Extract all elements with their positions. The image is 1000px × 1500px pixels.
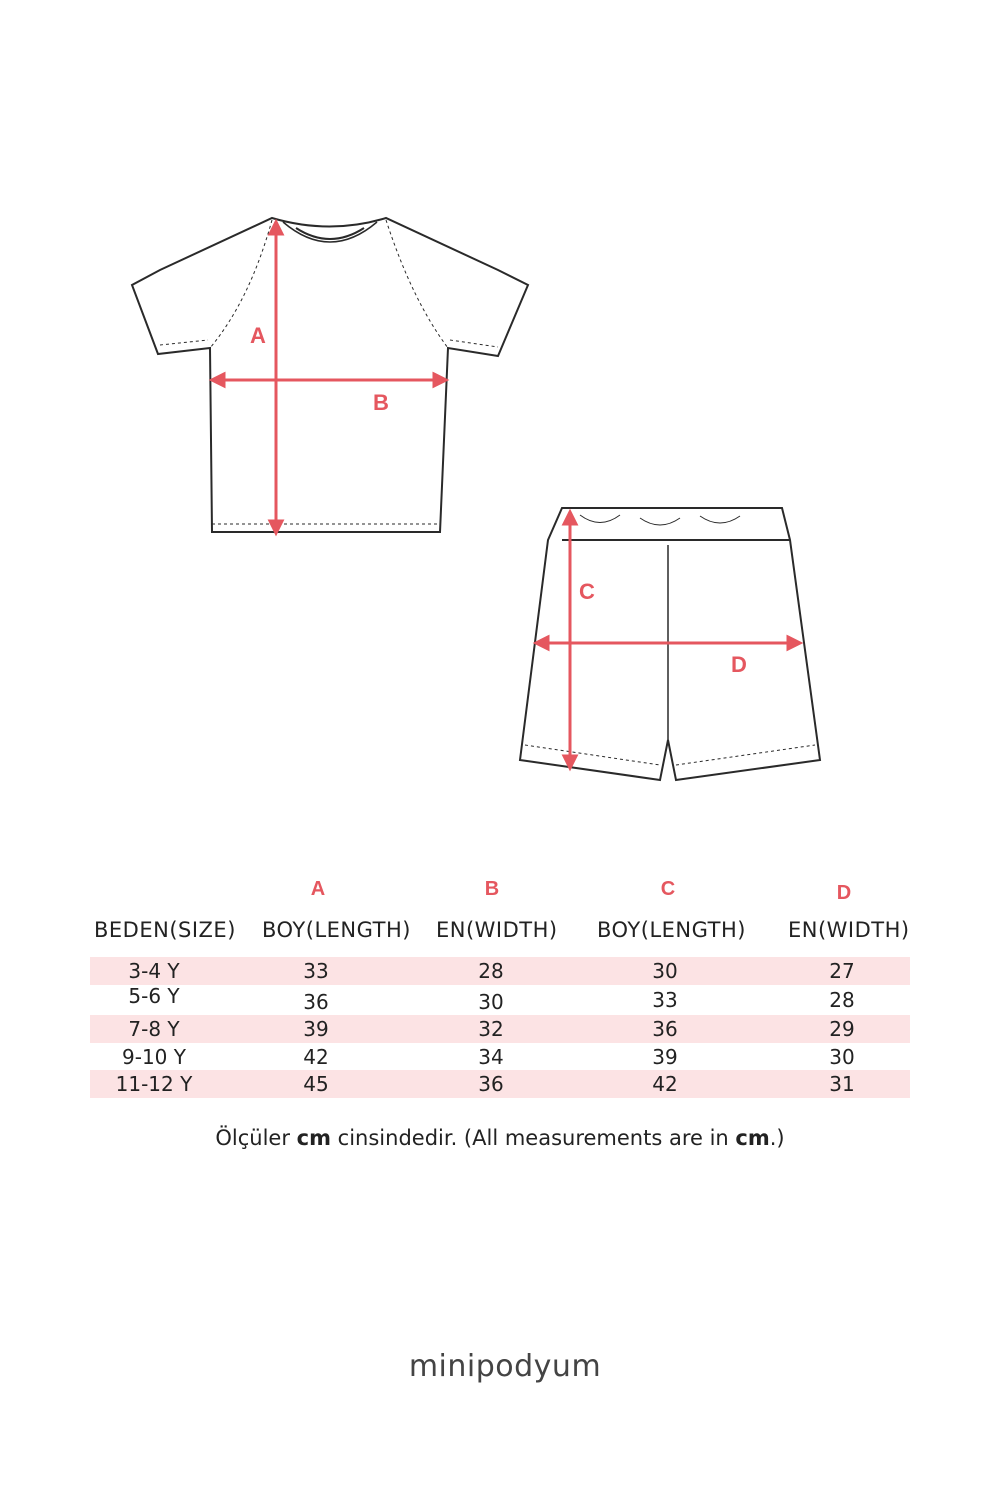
label-a: A <box>250 323 266 348</box>
table-row <box>90 986 910 1014</box>
header-c-length: BOY(LENGTH) <box>597 918 746 942</box>
cell-a: 36 <box>303 990 329 1014</box>
label-d: D <box>731 652 747 677</box>
cell-size: 5-6 Y <box>128 984 180 1008</box>
cell-d: 31 <box>829 1072 855 1096</box>
note-text-3: .) <box>769 1126 785 1150</box>
col-letter-c: C <box>660 878 676 900</box>
cell-a: 33 <box>303 959 329 983</box>
label-c: C <box>579 579 595 604</box>
minipodyum-logo <box>398 1338 612 1396</box>
header-d-width: EN(WIDTH) <box>788 918 910 942</box>
cell-c: 33 <box>652 988 678 1012</box>
cell-c: 30 <box>652 959 678 983</box>
cell-d: 30 <box>829 1045 855 1069</box>
header-size: BEDEN(SIZE) <box>94 918 236 942</box>
label-b: B <box>373 390 389 415</box>
measurement-note <box>0 1126 1000 1150</box>
cell-size: 11-12 Y <box>115 1072 193 1096</box>
cell-c: 39 <box>652 1045 678 1069</box>
header-b-width: EN(WIDTH) <box>436 918 558 942</box>
cell-b: 36 <box>478 1072 504 1096</box>
cell-c: 42 <box>652 1072 678 1096</box>
cell-d: 29 <box>829 1017 855 1041</box>
col-letter-d: D <box>836 882 852 904</box>
note-unit-2: cm <box>735 1126 770 1150</box>
table-row <box>90 1015 910 1043</box>
table-row <box>90 1043 910 1071</box>
cell-size: 9-10 Y <box>122 1045 186 1069</box>
cell-b: 34 <box>478 1045 504 1069</box>
table-row <box>90 957 910 985</box>
table-row <box>90 1070 910 1098</box>
cell-d: 27 <box>829 959 855 983</box>
cell-b: 32 <box>478 1017 504 1041</box>
cell-c: 36 <box>652 1017 678 1041</box>
svg-text:minipodyum: minipodyum <box>408 1349 602 1384</box>
col-letter-b: B <box>484 878 500 900</box>
cell-d: 28 <box>829 988 855 1012</box>
note-text-2: cinsindedir. (All measurements are in <box>331 1126 736 1150</box>
cell-size: 3-4 Y <box>128 959 180 983</box>
cell-a: 45 <box>303 1072 329 1096</box>
cell-a: 42 <box>303 1045 329 1069</box>
cell-size: 7-8 Y <box>128 1017 180 1041</box>
cell-b: 30 <box>478 990 504 1014</box>
col-letter-a: A <box>310 878 326 900</box>
tshirt-illustration <box>132 218 528 532</box>
cell-a: 39 <box>303 1017 329 1041</box>
note-text-1: Ölçüler <box>215 1126 297 1150</box>
note-unit-1: cm <box>296 1126 331 1150</box>
cell-b: 28 <box>478 959 504 983</box>
header-a-length: BOY(LENGTH) <box>262 918 411 942</box>
